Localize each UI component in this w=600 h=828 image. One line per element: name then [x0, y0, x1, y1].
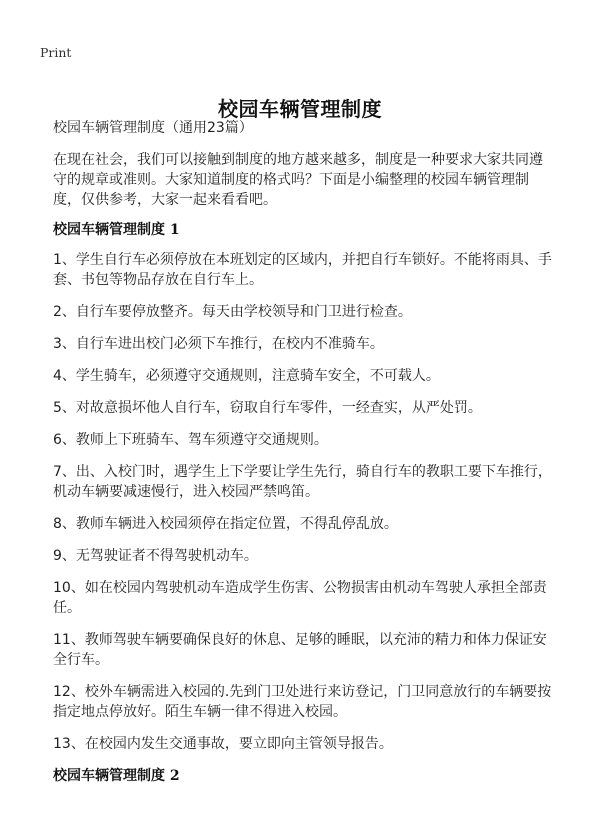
rule-item: 6、教师上下班骑车、驾车须遵守交通规则。 — [53, 432, 328, 448]
rule-item: 8、教师车辆进入校园须停在指定位置，不得乱停乱放。 — [53, 516, 398, 532]
document-title: 校园车辆管理制度 — [218, 97, 382, 122]
section-heading-2: 校园车辆管理制度 2 — [53, 768, 180, 784]
rule-item: 11、教师驾驶车辆要确保良好的休息、足够的睡眠，以充沛的精力和体力保证安全行车。 — [53, 632, 547, 668]
section-heading-1: 校园车辆管理制度 1 — [53, 222, 180, 238]
rule-item: 7、出、入校门时，遇学生上下学要让学生先行，骑自行车的教职工要下车推行，机动车辆要减速慢行，进入校园严禁鸣笛。 — [53, 464, 552, 500]
rule-item: 4、学生骑车，必须遵守交通规则，注意骑车安全，不可载人。 — [53, 368, 440, 384]
rule-item: 3、自行车进出校门必须下车推行，在校内不准骑车。 — [53, 336, 384, 352]
rule-item: 12、校外车辆需进入校园的.先到门卫处进行来访登记，门卫同意放行的车辆要按指定地点停放好。陌生车辆一律不得进入校园。 — [53, 684, 552, 720]
intro-paragraph: 在现在社会，我们可以接触到制度的地方越来越多，制度是一种要求大家共同遵守的规章或准则。大家知道制度的格式吗？下面是小编整理的校园车辆管理制度，仅供参考，大家一起来看看吧。 — [53, 152, 543, 208]
document-body — [53, 118, 553, 796]
rule-item: 9、无驾驶证者不得驾驶机动车。 — [53, 548, 258, 564]
rule-item: 5、对故意损坏他人自行车，窃取自行车零件，一经查实，从严处罚。 — [53, 400, 482, 416]
rule-item: 2、自行车要停放整齐。每天由学校领导和门卫进行检查。 — [53, 304, 412, 320]
print-label: Print — [40, 45, 72, 60]
rule-item: 13、在校园内发生交通事故，要立即向主管领导报告。 — [53, 736, 393, 752]
rule-item: 1、学生自行车必须停放在本班划定的区域内，并把自行车锁好。不能将雨具、手套、书包等物品存放在自行车上。 — [53, 252, 552, 288]
document-subtitle: 校园车辆管理制度（通用23篇） — [53, 120, 253, 136]
rule-item: 10、如在校园内驾驶机动车造成学生伤害、公物损害由机动车驾驶人承担全部责任。 — [53, 580, 547, 616]
rules-list — [53, 250, 553, 754]
